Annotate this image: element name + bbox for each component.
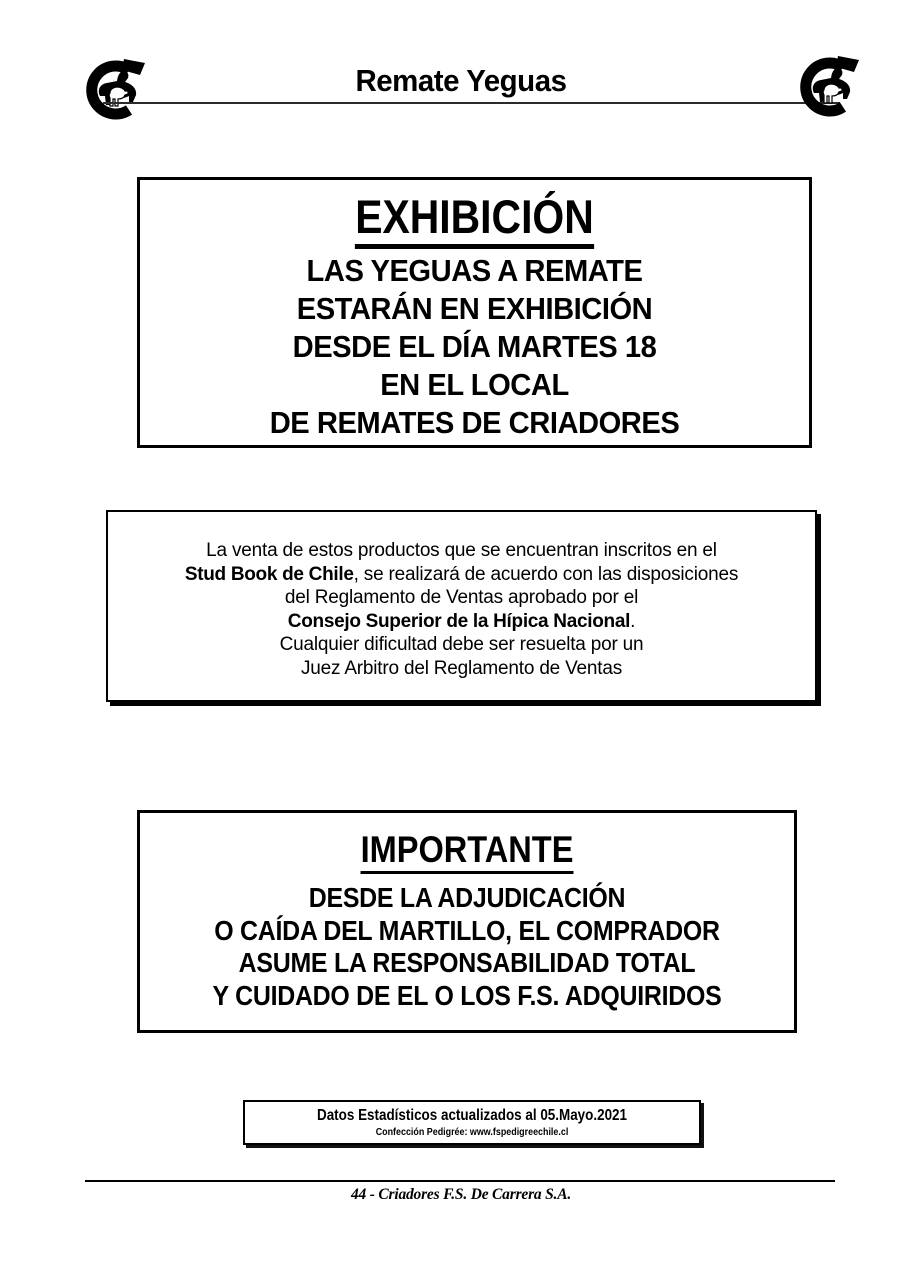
rules-line: La venta de estos productos que se encuentran inscritos en el xyxy=(206,540,717,561)
header-divider xyxy=(103,102,840,104)
sale-rules-box xyxy=(106,510,817,702)
rules-line: Juez Arbitro del Reglamento de Ventas xyxy=(300,657,623,679)
exhibition-line: EN EL LOCAL xyxy=(380,367,569,402)
stud-book-bold-text: Stud Book de Chile xyxy=(184,563,354,585)
stats-box xyxy=(243,1100,701,1145)
exhibition-box xyxy=(137,177,812,448)
exhibition-line: DESDE EL DÍA MARTES 18 xyxy=(292,329,657,364)
exhibition-text xyxy=(160,252,789,442)
rules-line: Consejo Superior de la Hípica Nacional. xyxy=(287,610,636,632)
footer-divider xyxy=(85,1180,835,1182)
important-line: DESDE LA ADJUDICACIÓN xyxy=(308,882,626,913)
important-line: ASUME LA RESPONSABILIDAD TOTAL xyxy=(238,947,696,978)
consejo-bold-text: Consejo Superior de la Hípica Nacional xyxy=(287,610,631,632)
rules-line: Cualquier dificultad debe ser resuelta por un xyxy=(279,634,644,655)
exhibition-title: EXHIBICIÓN xyxy=(183,191,765,243)
important-line: O CAÍDA DEL MARTILLO, EL COMPRADOR xyxy=(214,914,720,946)
important-box xyxy=(137,810,797,1033)
page-footer: 44 - Criadores F.S. De Carrera S.A. xyxy=(350,1186,572,1203)
exhibition-line: LAS YEGUAS A REMATE xyxy=(306,253,643,288)
important-title: IMPORTANTE xyxy=(179,828,755,872)
stats-updated-text: Datos Estadísticos actualizados al 05.Mayo.2021 xyxy=(316,1107,627,1124)
exhibition-line: ESTARÁN EN EXHIBICIÓN xyxy=(296,291,653,326)
page-title: Remate Yeguas xyxy=(355,63,567,98)
important-line: Y CUIDADO DE EL O LOS F.S. ADQUIRIDOS xyxy=(212,979,722,1011)
criadores-logo-icon xyxy=(799,51,863,123)
pedigree-credit-text: Confección Pedigrée: www.fspedigreechile.cl xyxy=(375,1126,569,1138)
rules-line: Stud Book de Chile, se realizará de acuerdo con las disposiciones xyxy=(184,563,739,585)
important-text xyxy=(176,882,758,1012)
rules-line: del Reglamento de Ventas aprobado por el xyxy=(284,587,639,608)
exhibition-line: DE REMATES DE CRIADORES xyxy=(269,405,680,440)
